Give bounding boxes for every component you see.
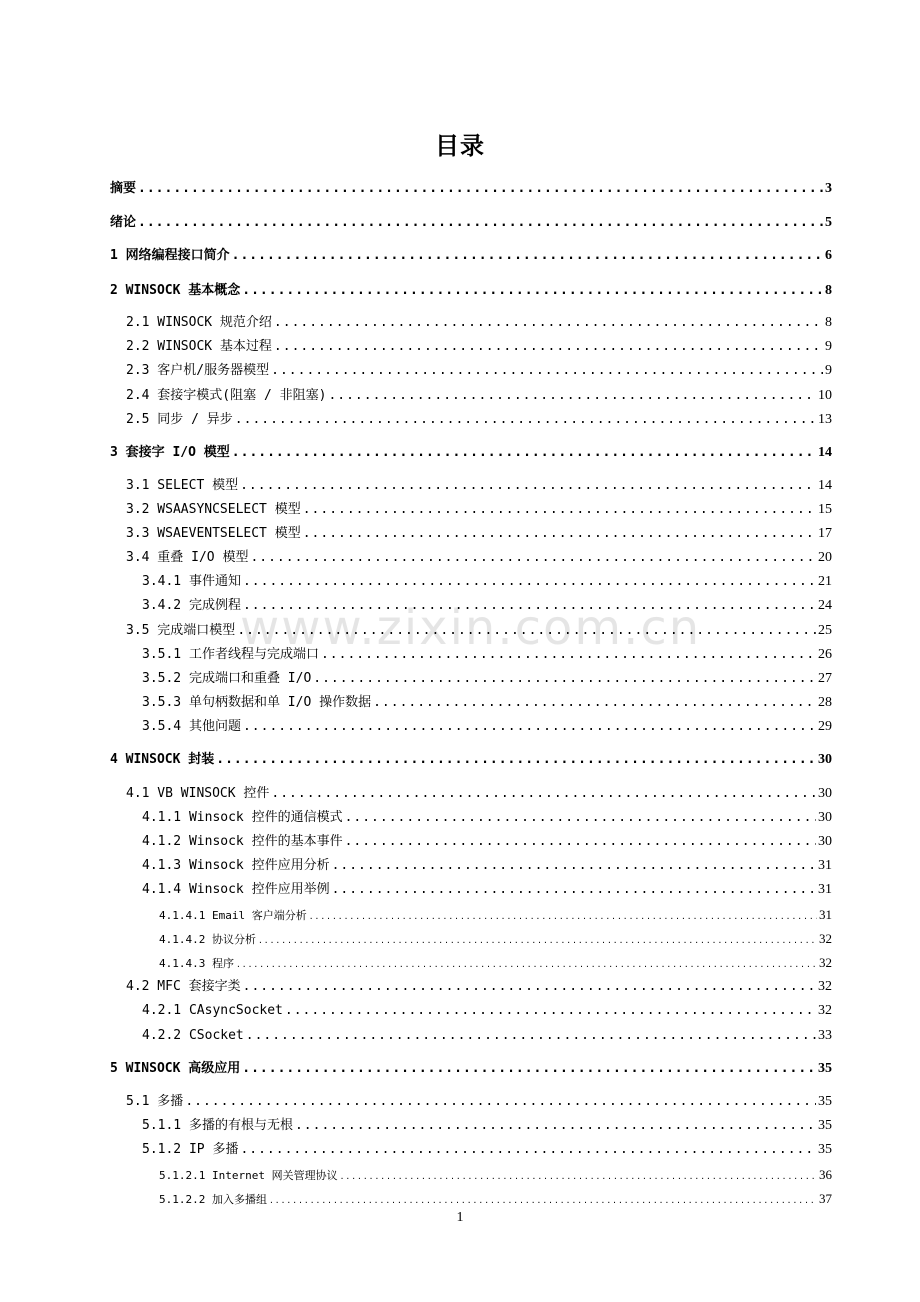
toc-leader-dots [237,622,816,640]
toc-entry-page: 17 [818,526,832,541]
toc-leader-dots [345,833,816,851]
toc-entry-label: 3.2 WSAASYNCSELECT 模型 [126,502,301,517]
toc-leader-dots [295,1117,816,1135]
toc-entry-page: 25 [818,623,832,638]
toc-entry-label: 4.1 VB WINSOCK 控件 [126,786,270,801]
toc-entry[interactable] [159,1190,832,1208]
toc-entry-label: 3.5.4 其他问题 [142,719,241,734]
toc-entry-page: 35 [818,1094,832,1109]
toc-entry-page: 36 [819,1167,832,1182]
toc-entry-label: 5.1 多播 [126,1094,184,1109]
toc-entry-label: 3.5 完成端口模型 [126,623,236,638]
toc-entry-label: 3.5.2 完成端口和重叠 I/O [142,671,312,686]
toc-entry-label: 2.4 套接字模式(阻塞 / 非阻塞) [126,388,327,403]
toc-entry-page: 14 [818,445,832,460]
toc-entry-label: 3.5.1 工作者线程与完成端口 [142,647,319,662]
toc-entry[interactable] [126,314,832,332]
toc-entry[interactable] [142,1027,832,1045]
toc-entry-label: 摘要 [110,181,137,196]
toc-entry-label: 1 网络编程接口简介 [110,248,230,263]
toc-entry-page: 30 [818,786,832,801]
toc-entry-label: 4.1.1 Winsock 控件的通信模式 [142,810,343,825]
toc-leader-dots [235,411,816,429]
toc-entry-page: 27 [818,671,832,686]
toc-leader-dots [321,646,816,664]
toc-leader-dots [303,525,816,543]
toc-entry-label: 3.4 重叠 I/O 模型 [126,550,249,565]
toc-entry[interactable] [126,978,832,996]
toc-leader-dots [250,549,816,567]
toc-entry[interactable] [126,411,832,429]
toc-entry-label: 4.2.1 CAsyncSocket [142,1003,283,1018]
toc-entry[interactable] [142,881,832,899]
toc-leader-dots [303,501,816,519]
toc-leader-dots [328,387,816,405]
toc-entry-label: 4.2 MFC 套接字类 [126,979,241,994]
toc-leader-dots [232,444,816,462]
toc-leader-dots [309,908,817,926]
toc-entry[interactable] [142,573,832,591]
toc-entry-page: 30 [818,810,832,825]
toc-entry-label: 3.5.3 单句柄数据和单 I/O 操作数据 [142,695,372,710]
toc-leader-dots [138,214,823,232]
toc-entry-page: 26 [818,647,832,662]
toc-entry[interactable] [126,387,832,405]
toc-entry-page: 15 [818,502,832,517]
toc-entry-label: 3.4.1 事件通知 [142,574,241,589]
toc-entry-page: 20 [818,550,832,565]
toc-entry-page: 35 [818,1142,832,1157]
toc-leader-dots [138,180,823,198]
toc-leader-dots [340,1168,817,1186]
toc-leader-dots [271,785,816,803]
toc-entry-label: 4.1.4.2 协议分析 [159,933,256,946]
toc-entry-page: 31 [818,882,832,897]
toc-leader-dots [236,956,817,974]
toc-entry[interactable] [110,180,832,198]
toc-entry[interactable] [126,785,832,803]
toc-entry-label: 5.1.2.1 Internet 网关管理协议 [159,1169,338,1182]
toc-entry-label: 4.2.2 CSocket [142,1028,244,1043]
toc-entry-label: 3.3 WSAEVENTSELECT 模型 [126,526,301,541]
toc-leader-dots [345,809,816,827]
toc-leader-dots [243,718,816,736]
toc-leader-dots [185,1093,816,1111]
toc-entry-page: 30 [818,752,832,767]
toc-entry[interactable] [126,501,832,519]
toc-entry-page: 21 [818,574,832,589]
toc-leader-dots [242,1060,816,1078]
toc-leader-dots [258,932,817,950]
toc-entry[interactable] [142,694,832,712]
toc-entry-label: 2.3 客户机/服务器模型 [126,363,270,378]
page-number: 1 [456,1210,464,1225]
toc-leader-dots [332,881,816,899]
toc-entry-label: 4.1.4.3 程序 [159,957,234,970]
toc-entry[interactable] [126,362,832,380]
toc-entry[interactable] [142,646,832,664]
toc-entry[interactable] [110,444,832,462]
toc-leader-dots [271,362,823,380]
toc-leader-dots [240,1141,816,1159]
toc-entry-label: 4 WINSOCK 封装 [110,752,215,767]
toc-entry-page: 33 [818,1028,832,1043]
toc-entry[interactable] [142,1141,832,1159]
toc-entry[interactable] [126,477,832,495]
toc-entry[interactable] [142,1117,832,1135]
toc-entry-page: 37 [819,1191,832,1206]
toc-leader-dots [313,670,816,688]
toc-entry-label: 绪论 [110,215,137,230]
toc-entry-label: 5.1.2 IP 多播 [142,1142,239,1157]
toc-entry-page: 3 [825,181,832,196]
toc-leader-dots [274,314,823,332]
toc-entry-label: 2.5 同步 / 异步 [126,412,233,427]
toc-entry-label: 3 套接字 I/O 模型 [110,445,230,460]
toc-entry[interactable] [110,282,832,300]
watermark: www.zixin.com.cn [240,600,702,656]
toc-entry[interactable] [110,1060,832,1078]
toc-entry[interactable] [110,214,832,232]
toc-leader-dots [274,338,823,356]
toc-entry[interactable] [159,930,832,948]
toc-leader-dots [240,477,816,495]
toc-entry[interactable] [126,549,832,567]
toc-leader-dots [216,751,816,769]
toc-entry[interactable] [110,247,832,265]
toc-entry[interactable] [142,833,832,851]
toc-entry[interactable] [159,906,832,924]
toc-entry-page: 32 [819,931,832,946]
toc-entry-page: 32 [818,979,832,994]
toc-leader-dots [243,597,816,615]
toc-entry[interactable] [159,954,832,972]
toc-entry-page: 8 [825,283,832,298]
toc-leader-dots [232,247,823,265]
toc-entry-label: 2.1 WINSOCK 规范介绍 [126,315,272,330]
toc-leader-dots [285,1002,816,1020]
toc-entry-label: 3.4.2 完成例程 [142,598,241,613]
toc-entry-page: 35 [818,1118,832,1133]
toc-entry-page: 14 [818,478,832,493]
toc-entry-label: 4.1.3 Winsock 控件应用分析 [142,858,330,873]
toc-entry-page: 28 [818,695,832,710]
toc-entry-page: 5 [825,215,832,230]
toc-entry-page: 9 [825,363,832,378]
toc-leader-dots [243,573,816,591]
toc-entry-label: 4.1.4.1 Email 客户端分析 [159,909,307,922]
toc-entry[interactable] [142,597,832,615]
toc-leader-dots [243,978,816,996]
page-title: 目录 [435,132,485,160]
toc-entry-page: 32 [819,955,832,970]
toc-entry-page: 10 [818,388,832,403]
toc-entry[interactable] [142,1002,832,1020]
toc-entry-page: 32 [818,1003,832,1018]
toc-entry[interactable] [142,670,832,688]
toc-entry-label: 3.1 SELECT 模型 [126,478,239,493]
toc-entry[interactable] [142,718,832,736]
toc-entry-label: 4.1.2 Winsock 控件的基本事件 [142,834,343,849]
toc-entry-page: 35 [818,1061,832,1076]
toc-entry-page: 9 [825,339,832,354]
toc-entry-label: 2.2 WINSOCK 基本过程 [126,339,272,354]
toc-entry-page: 24 [818,598,832,613]
toc-entry-page: 6 [825,248,832,263]
toc-entry-label: 5.1.2.2 加入多播组 [159,1193,267,1206]
toc-entry-page: 30 [818,834,832,849]
toc-entry[interactable] [126,622,832,640]
toc-entry[interactable] [126,338,832,356]
toc-leader-dots [242,282,823,300]
toc-entry-label: 5.1.1 多播的有根与无根 [142,1118,293,1133]
toc-entry-page: 29 [818,719,832,734]
toc-entry[interactable] [142,809,832,827]
toc-leader-dots [373,694,816,712]
toc-entry[interactable] [110,751,832,769]
toc-leader-dots [332,857,816,875]
toc-entry[interactable] [126,1093,832,1111]
toc-entry-label: 5 WINSOCK 高级应用 [110,1061,241,1076]
toc-leader-dots [246,1027,816,1045]
toc-entry-label: 4.1.4 Winsock 控件应用举例 [142,882,330,897]
toc-entry-page: 31 [818,858,832,873]
toc-entry[interactable] [142,857,832,875]
toc-entry-page: 8 [825,315,832,330]
toc-entry-label: 2 WINSOCK 基本概念 [110,283,241,298]
toc-entry[interactable] [159,1166,832,1184]
toc-leader-dots [269,1192,817,1210]
toc-entry-page: 13 [818,412,832,427]
toc-entry[interactable] [126,525,832,543]
toc-entry-page: 31 [819,907,832,922]
